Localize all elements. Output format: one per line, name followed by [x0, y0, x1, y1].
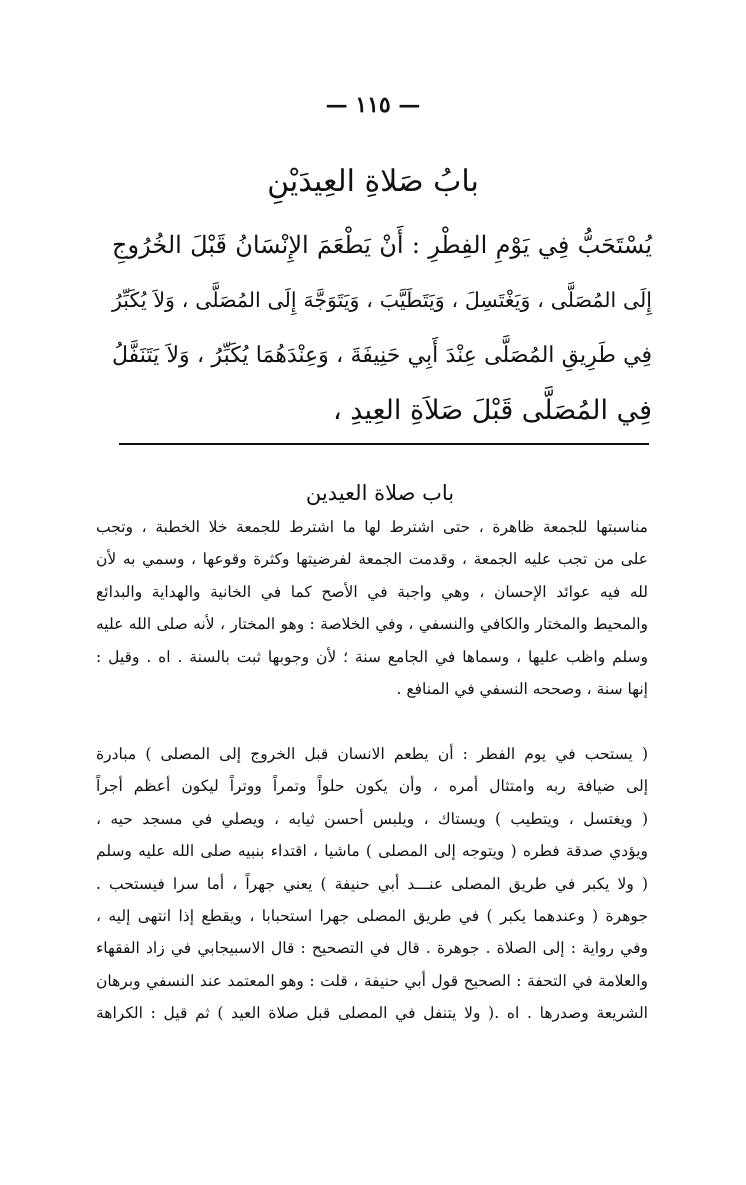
- commentary-line: على من تجب عليه الجمعة ، وقدمت الجمعة لفرضيتها وكثرة وقوعها ، وسمي به لأن: [96, 550, 648, 569]
- commentary-heading: باب صلاة العيدين: [305, 481, 455, 505]
- commentary-line: وسلم واظب عليها ، وسماها في الجامع سنة ؛ لأن وجوبها ثبت بالسنة . اه . وقيل :: [96, 647, 648, 666]
- commentary-line: إنها سنة ، وصححه النسفي في المنافع .: [396, 679, 648, 698]
- commentary-line: والمحيط والمختار والكافي والنسفي ، وفي الخلاصة : وهو المختار ، لأنه صلى الله عليه: [96, 615, 648, 634]
- main-text-line: إِلَى المُصَلَّى ، وَيَغْتَسِلَ ، وَيَتَطَيَّبَ ، وَيَتَوَجَّهَ إِلَى المُصَلَّى ، وَلاَ يُكَبِّرُ: [112, 288, 652, 312]
- main-text: [112, 218, 652, 438]
- section-divider: [119, 443, 649, 445]
- commentary-line: إلى ضيافة ربه وامتثال أمره ، وأن يكون حلواً وتمراً ووتراً ليكون أعظم أجراً: [96, 777, 648, 796]
- main-text-line: يُسْتَحَبُّ فِي يَوْمِ الفِطْرِ : أَنْ يَطْعَمَ الإِنْسَانُ قَبْلَ الخُرُوجِ: [112, 231, 652, 259]
- commentary-line: الشريعة وصدرها . اه .( ولا يتنفل في المصلى قبل صلاة العيد ) ثم قيل : الكراهة: [96, 1004, 648, 1023]
- chapter-heading: بابُ صَلاةِ العِيدَيْنِ: [267, 164, 479, 199]
- commentary-line: مناسبتها للجمعة ظاهرة ، حتى اشترط لها ما اشترط للجمعة خلا الخطبة ، وتجب: [96, 518, 648, 536]
- commentary-paragraph-2: [96, 738, 648, 1030]
- main-text-line: فِي المُصَلَّى قَبْلَ صَلاَةِ العِيدِ ،: [333, 395, 652, 426]
- commentary-line: ( ويغتسل ، ويتطيب ) ويستاك ، ويلبس أحسن ثيابه ، ويصلي في مسجد حيه ،: [96, 809, 648, 828]
- commentary-line: جوهرة ( وعندهما يكبر ) في طريق المصلى جهرا استحبابا ، ويقطع إذا انتهى إليه ،: [96, 906, 648, 925]
- main-text-line: فِي طَرِيقِ المُصَلَّى عِنْدَ أَبِي حَنِيفَةَ ، وَعِنْدَهُمَا يُكَبِّرُ ، وَلاَ يَتَنَفَّلُ: [112, 343, 652, 368]
- commentary-paragraph-1: [96, 511, 648, 705]
- commentary-line: ويؤدي صدقة فطره ( ويتوجه إلى المصلى ) ماشيا ، اقتداء بنبيه صلى الله عليه وسلم: [96, 842, 648, 861]
- commentary-line: والعلامة في التحفة : الصحيح قول أبي حنيفة ، قلت : وهو المعتمد عند النسفي وبرهان: [96, 971, 648, 990]
- page-number: — ١١٥ —: [325, 92, 421, 118]
- commentary-line: ( ولا يكبر في طريق المصلى عنـــد أبي حنيفة ) يعني جهراً ، أما سرا فيستحب .: [96, 874, 648, 893]
- commentary-line: لله فيه عوائد الإحسان ، وهي واجبة في الأصح كما في الخانية والهداية والبدائع: [96, 582, 648, 601]
- commentary-line: وفي رواية : إلى الصلاة . جوهرة . قال في التصحيح : قال الاسبيجابي في زاد الفقهاء: [96, 939, 648, 958]
- commentary-line: ( يستحب في يوم الفطر : أن يطعم الانسان قبل الخروج إلى المصلى ) مبادرة: [96, 745, 648, 763]
